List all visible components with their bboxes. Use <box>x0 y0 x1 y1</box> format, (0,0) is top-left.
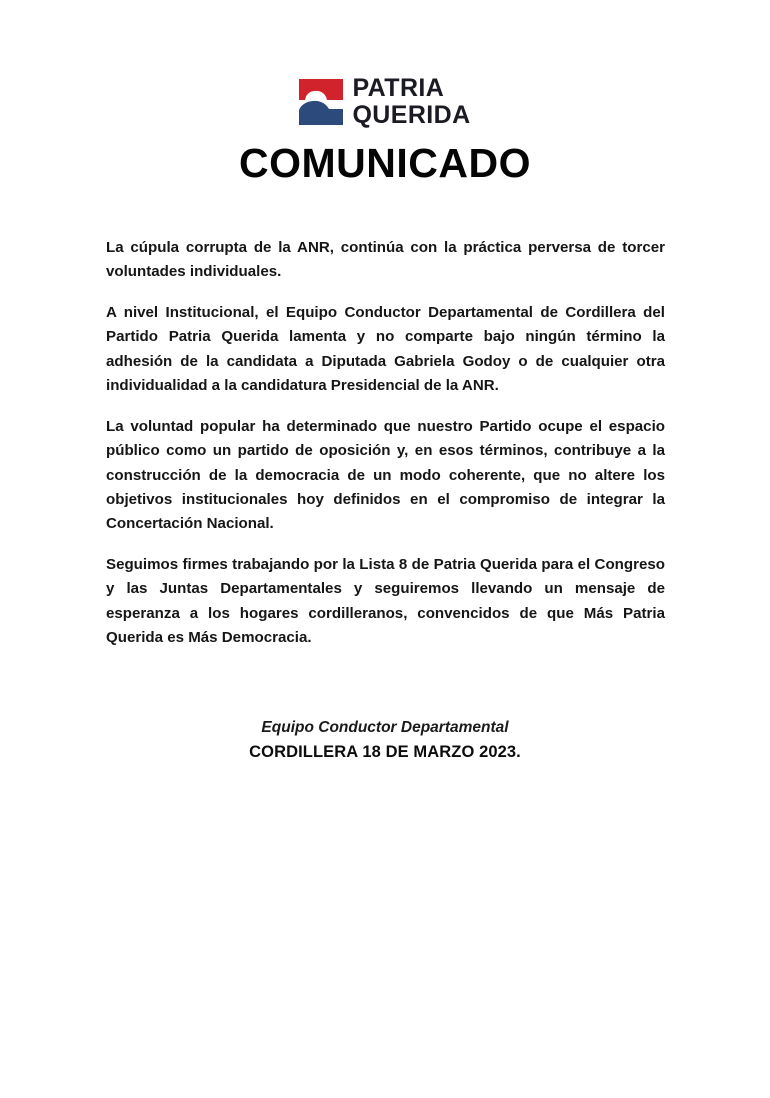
page-title: COMUNICADO <box>239 140 531 186</box>
body-paragraph: La cúpula corrupta de la ANR, continúa con la práctica perversa de torcer voluntades individuales. <box>106 239 665 281</box>
letterhead <box>0 76 770 128</box>
logo-wordmark-line-1: PATRIA <box>352 74 445 102</box>
signature-place-and-date: CORDILLERA 18 DE MARZO 2023. <box>249 743 521 762</box>
logo-lockup <box>299 76 470 128</box>
patria-querida-logo-mark-icon <box>299 79 343 125</box>
logo-wordmark-line-2: QUERIDA <box>352 101 471 129</box>
signature-role: Equipo Conductor Departamental <box>261 719 509 736</box>
body-paragraph: A nivel Institucional, el Equipo Conductor Departamental de Cordillera del Partido Patria Querida lamenta y no comparte bajo ningún término la adhesión de la candidata a Diputada Gabriela Godoy o de cualquier otra individualidad a la candidatura Presidencial de la ANR. <box>106 303 665 395</box>
logo-wordmark <box>352 76 470 128</box>
body-copy <box>106 236 665 651</box>
body-paragraph: La voluntad popular ha determinado que nuestro Partido ocupe el espacio público como un partido de oposición y, en esos términos, contribuye a la construcción de la democracia de un modo coherente, que no altere los objetivos institucionales hoy definidos en el compromiso de integrar la Concertación Nacional. <box>106 417 665 533</box>
body-paragraph: Seguimos firmes trabajando por la Lista 8 de Patria Querida para el Congreso y las Juntas Departamentales y seguiremos llevando un mensaje de esperanza a los hogares cordilleranos, convencidos de que Más Patria Querida es Más Democracia. <box>106 555 665 647</box>
signature-block <box>0 716 770 765</box>
